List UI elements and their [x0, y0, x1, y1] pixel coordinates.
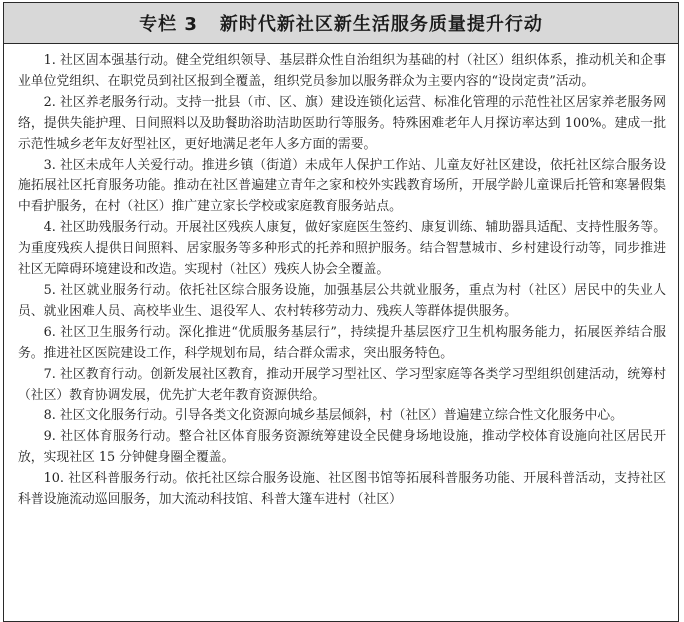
paragraph-9: 9. 社区体育服务行动。整合社区体育服务资源统筹建设全民健身场地设施，推动学校体育设施向社区居民开放，实现社区 15 分钟健身圈全覆盖。 [18, 429, 666, 466]
paragraph-6: 6. 社区卫生服务行动。深化推进“优质服务基层行”，持续提升基层医疗卫生机构服务能力，拓展医养结合服务。推进社区医院建设工作，科学规划布局，结合群众需求，突出服务特色。 [18, 324, 666, 361]
paragraph-4: 4. 社区助残服务行动。开展社区残疾人康复，做好家庭医生签约、康复训练、辅助器具适配、支持性服务等。为重度残疾人提供日间照料、居家服务等多种形式的托养和照护服务。结合智慧城市、乡村建设行动等，同步推进社区无障碍环境建设和改造。实现村（社区）残疾人协会全覆盖。 [18, 220, 666, 278]
column-label: 专栏 3 [139, 14, 198, 35]
column-title: 新时代新社区新生活服务质量提升行动 [219, 14, 543, 35]
paragraph-8: 8. 社区文化服务行动。引导各类文化资源向城乡基层倾斜，村（社区）普遍建立综合性文化服务中心。 [43, 408, 623, 424]
paragraph-5: 5. 社区就业服务行动。依托社区综合服务设施，加强基层公共就业服务，重点为村（社区）居民中的失业人员、就业困难人员、高校毕业生、退役军人、农村转移劳动力、残疾人等群体提供服务。 [18, 282, 666, 319]
paragraph-7: 7. 社区教育行动。创新发展社区教育，推动开展学习型社区、学习型家庭等各类学习型组织创建活动，统筹村（社区）教育协调发展，优先扩大老年教育资源供给。 [18, 366, 666, 403]
column-box [3, 2, 679, 622]
paragraph-10: 10. 社区科普服务行动。依托社区综合服务设施、社区图书馆等拓展科普服务功能、开展科普活动，支持社区科普设施流动巡回服务，加大流动科技馆、科普大篷车进村（社区） [18, 471, 666, 508]
column-title-bar [4, 3, 678, 44]
paragraph-2: 2. 社区养老服务行动。支持一批县（市、区、旗）建设连锁化运营、标准化管理的示范性社区居家养老服务网络，提供失能护理、日间照料以及助餐助浴助洁助医助行等服务。特殊困难老年人月探访率达到 100%。建成一批示范性城乡老年友好型社区，更好地满足老年人多方面的需要。 [18, 94, 666, 152]
paragraph-1: 1. 社区固本强基行动。健全党组织领导、基层群众性自治组织为基础的村（社区）组织体系，推动机关和企事业单位党组织、在职党员到社区报到全覆盖，组织党员参加以服务群众为主要内容的“设岗定责”活动。 [18, 53, 666, 89]
column-content [4, 44, 678, 511]
paragraph-3: 3. 社区未成年人关爱行动。推进乡镇（街道）未成年人保护工作站、儿童友好社区建设，依托社区综合服务设施拓展社区托育服务功能。推动在社区普遍建立青年之家和校外实践教育场所，开展学龄儿童课后托管和寒暑假集中看护服务，在村（社区）推广建立家长学校或家庭教育服务站点。 [18, 157, 666, 215]
